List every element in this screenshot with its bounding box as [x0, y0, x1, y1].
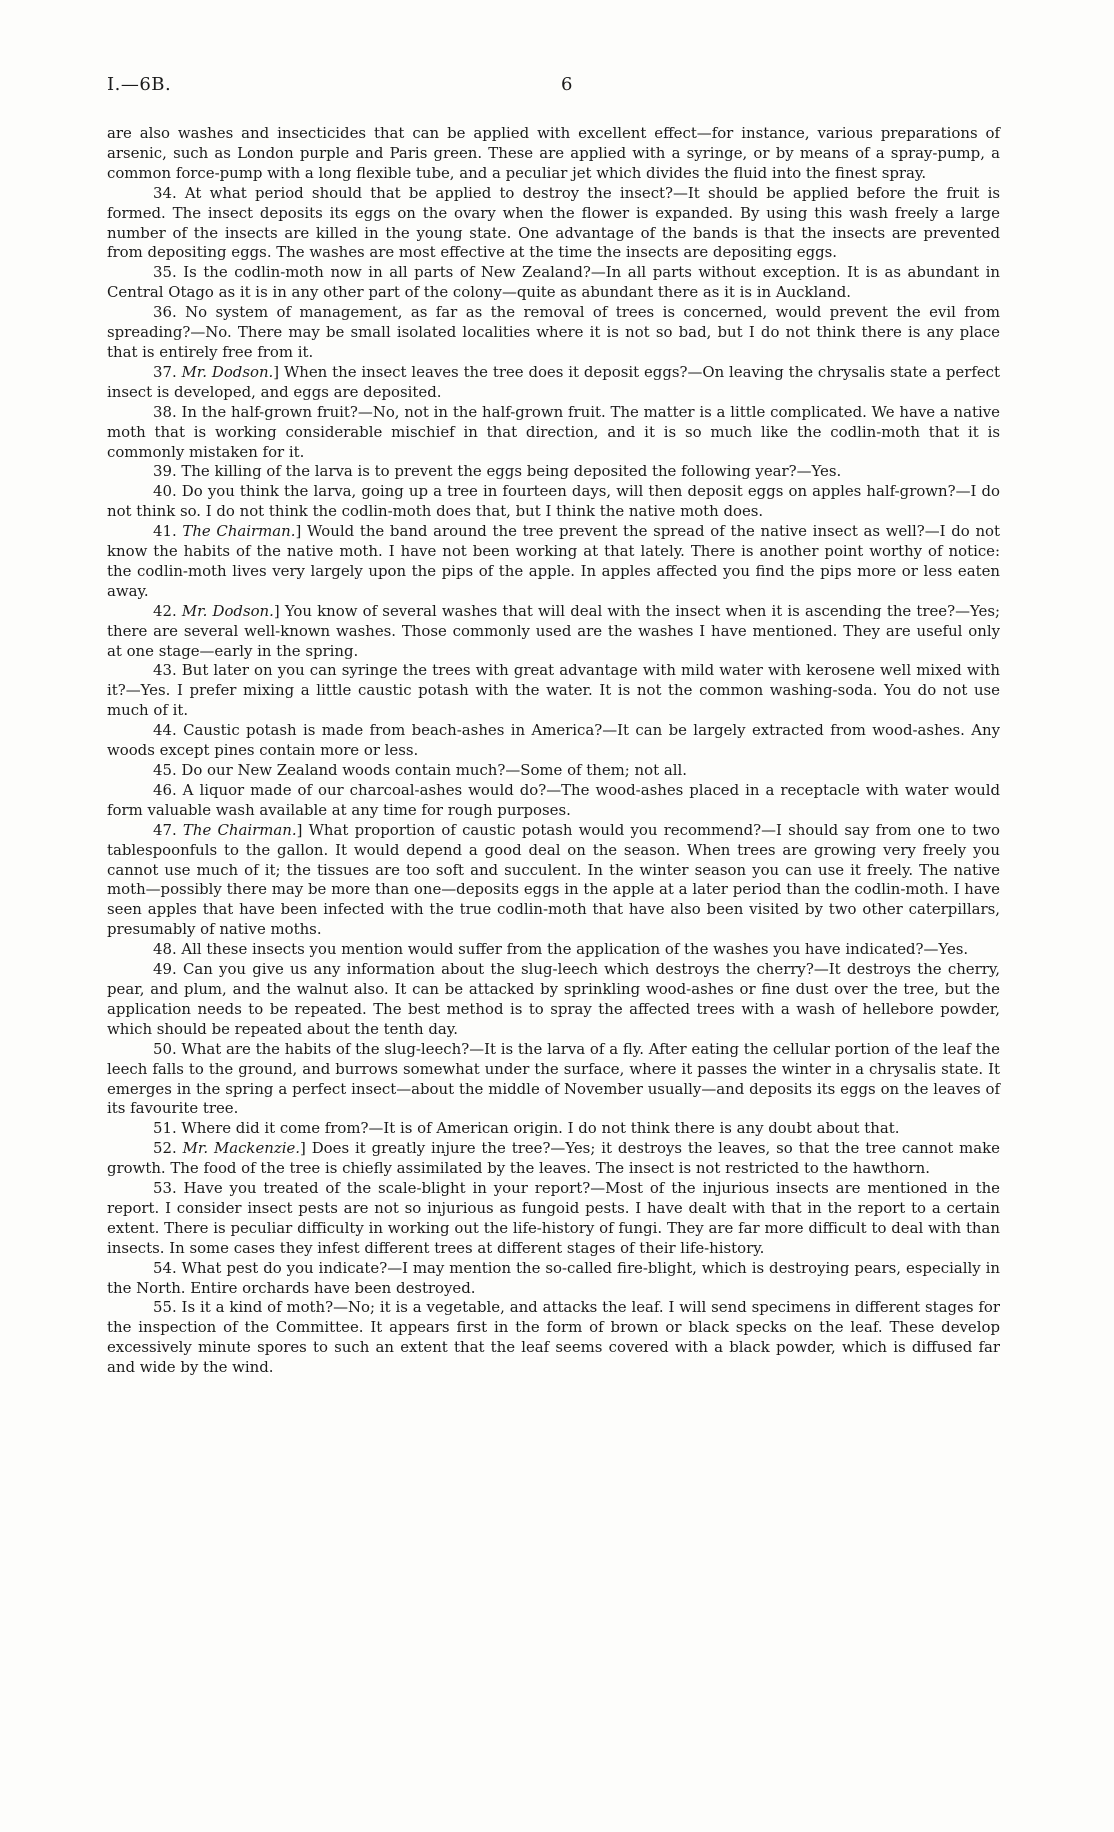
question-number: 42. [153, 601, 182, 620]
paragraph: 48. All these insects you mention would suffer from the application of the washes you have indicated?—Yes. [153, 940, 969, 959]
paragraph: 50. What are the habits of the slug-leech?—It is the larva of a fly. After eating the cellular portion of the leaf the leech falls to the ground, and burrows somewhat under the surface, where it passes the winter in a chrysalis state. It emerges in the spring a perfect insect—about the middle of November usually—and deposits its eggs on the leaves of its favourite tree. [107, 1039, 1000, 1118]
paragraph: 39. The killing of the larva is to prevent the eggs being deposited the following year?—Yes. [153, 462, 842, 481]
paragraph-text: ] What proportion of caustic potash would you recommend?—I should say from one to two tablespoonfuls to the gallon. It would depend a good deal on the season. When trees are growing very freely you cannot use much of it; the tissues are too soft and succulent. In the winter season you can use it freely. The native moth—possibly there may be more than one—deposits eggs in the apple at a later period than the codlin-moth. I have seen apples that have been infected with the true codlin-moth that have also been visited by two other caterpillars, presumably of native moths. [107, 820, 1000, 939]
page-header [107, 74, 1007, 98]
paragraph-text: ] When the insect leaves the tree does it deposit eggs?—On leaving the chrysalis state a perfect insect is developed, and eggs are deposited. [107, 362, 1000, 401]
paragraph: 53. Have you treated of the scale-blight in your report?—Most of the injurious insects are mentioned in the report. I consider insect pests are not so injurious as fungoid pests. I have dealt with that in the report to a certain extent. There is peculiar difficulty in working out the life-history of fungi. They are far more difficult to deal with than insects. In some cases they infest different trees at different stages of their life-history. [107, 1179, 1000, 1257]
paragraph [107, 602, 1000, 662]
speaker: Mr. Mackenzie. [182, 1139, 301, 1158]
paragraph: 55. Is it a kind of moth?—No; it is a vegetable, and attacks the leaf. I will send specimens in different stages for the inspection of the Committee. It appears first in the form of brown or black specks on the leaf. These develop excessively minute spores to such an extent that the leaf seems covered with a black powder, which is diffused far and wide by the wind. [107, 1298, 1000, 1377]
paragraph: 51. Where did it come from?—It is of American origin. I do not think there is any doubt about that. [153, 1119, 900, 1138]
paragraph-text: ] Would the band around the tree prevent the spread of the native insect as well?—I do not know the habits of the native moth. I have not been working at that lately. There is another point worthy of notice: the codlin-moth lives very largely upon the pips of the apple. In apples affected you find the pips more or less eaten away. [107, 522, 1000, 600]
paragraph: 45. Do our New Zealand woods contain much?—Some of them; not all. [153, 761, 687, 779]
paragraph-text: ] You know of several washes that will deal with the insect when it is ascending the tree?—Yes; there are several well-known washes. Those commonly used are the washes I have mentioned. They are useful only at one stage—early in the spring. [107, 601, 1001, 660]
paragraph: 35. Is the codlin-moth now in all parts of New Zealand?—In all parts without exception. It is as abundant in Central Otago as it is in any other part of the colony—quite as abundant there as it is in Auckland. [107, 263, 1000, 302]
paragraph: 43. But later on you can syringe the trees with great advantage with mild water with kerosene well mixed with it?—Yes. I prefer mixing a little caustic potash with the water. It is not the common washing-soda. You do not use much of it. [107, 661, 1000, 720]
paragraph: 44. Caustic potash is made from beach-ashes in America?—It can be largely extracted from wood-ashes. Any woods except pines contain more or less. [107, 721, 1000, 760]
speaker: Mr. Dodson. [181, 362, 274, 381]
speaker: The Chairman. [182, 522, 296, 541]
page-number: 6 [561, 74, 573, 95]
paragraph: 40. Do you think the larva, going up a tree in fourteen days, will then deposit eggs on apples half-grown?—I do not think so. I do not think the codlin-moth does that, but I think the native moth does. [107, 482, 1000, 521]
question-number: 52. [153, 1139, 183, 1158]
question-number: 47. [153, 820, 183, 839]
paragraph-text: ] Does it greatly injure the tree?—Yes; it destroys the leaves, so that the tree cannot make growth. The food of the tree is chiefly assimilated by the leaves. The insect is not restricted to the hawthorn. [107, 1139, 1000, 1178]
page-body [107, 124, 1000, 1378]
question-number: 37. [153, 362, 182, 381]
paragraph: are also washes and insecticides that can be applied with excellent effect—for instance, various preparations of arsenic, such as London purple and Paris green. These are applied with a syringe, or by means of a spray-pump, a common force-pump with a long flexible tube, and a peculiar jet which divides the fluid into the finest spray. [107, 124, 1000, 182]
paragraph: 54. What pest do you indicate?—I may mention the so-called fire-blight, which is destroying pears, especially in the North. Entire orchards have been destroyed. [107, 1258, 1000, 1297]
paragraph: 34. At what period should that be applied to destroy the insect?—It should be applied before the fruit is formed. The insect deposits its eggs on the ovary when the flower is expanded. By using this wash freely a large number of the insects are killed in the young state. One advantage of the bands is that the insects are prevented from depositing eggs. The washes are most effective at the time the insects are depositing eggs. [107, 183, 1000, 262]
paragraph: 46. A liquor made of our charcoal-ashes would do?—The wood-ashes placed in a receptacle with water would form valuable wash available at any time for rough purposes. [107, 780, 1000, 819]
paragraph [107, 522, 1000, 602]
paragraph [107, 363, 1000, 403]
speaker: Mr. Dodson. [181, 601, 274, 620]
paragraph: 36. No system of management, as far as the removal of trees is concerned, would prevent the evil from spreading?—No. There may be small isolated localities where it is not so bad, but I do not think there is any place that is entirely free from it. [107, 303, 1000, 361]
paragraph: 38. In the half-grown fruit?—No, not in the half-grown fruit. The matter is a little complicated. We have a native moth that is working considerable mischief in that direction, and it is so much like the codlin-moth that it is commonly mistaken for it. [107, 402, 1000, 461]
speaker: The Chairman. [182, 820, 297, 839]
paragraph [107, 821, 1000, 940]
document-reference: I.—6B. [107, 74, 172, 95]
paragraph: 49. Can you give us any information about the slug-leech which destroys the cherry?—It destroys the cherry, pear, and plum, and the walnut also. It can be attacked by sprinkling wood-ashes or fine dust over the tree, but the application needs to be repeated. The best method is to spray the affected trees with a wash of hellebore powder, which should be repeated about the tenth day. [107, 960, 1000, 1038]
question-number: 41. [153, 522, 183, 541]
paragraph [107, 1139, 1000, 1179]
